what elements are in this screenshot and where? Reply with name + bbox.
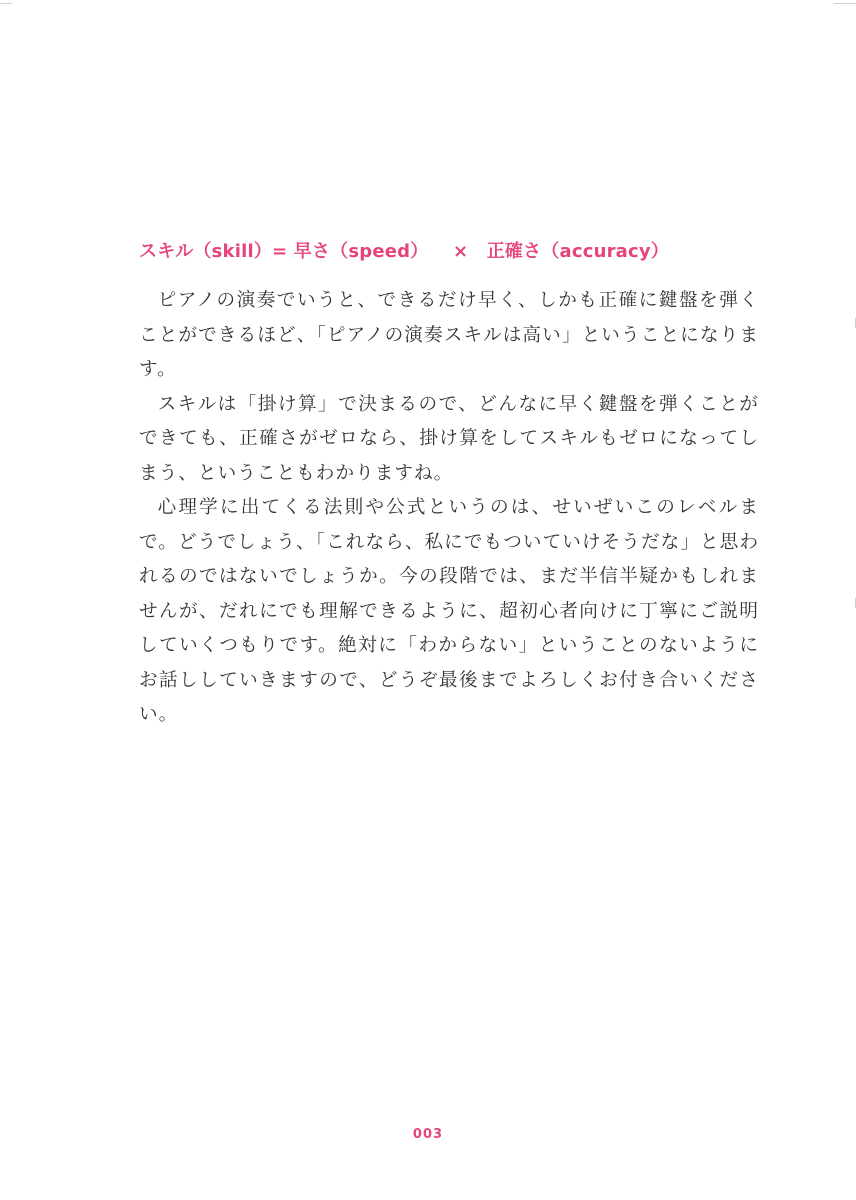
paragraph-psychology: 心理学に出てくる法則や公式というのは、せいぜいこのレベルまで。どうでしょう、「これなら、私にでもついていけそうだな」と思われるのではないでしょうか。今の段階では、まだ半信半疑かもしれませんが、だれにでも理解できるように、超初心者向けに丁寧にご説明していくつもりです。絶対に「わからない」ということのないようにお話ししていきますので、どうぞ最後までよろしくお付き合いください。: [139, 497, 759, 725]
formula-lhs: スキル（skill）=: [139, 241, 288, 262]
body-text: [139, 284, 759, 733]
skill-formula-heading: [139, 238, 669, 266]
page-number: 003: [412, 1127, 444, 1142]
crop-mark-top-left: [0, 3, 12, 4]
paragraph-multiplication: スキルは「掛け算」で決まるので、どんなに早く鍵盤を弾くことができても、正確さがゼロなら、掛け算をしてスキルもゼロになってしまう、ということもわかりますね。: [139, 393, 759, 484]
formula-operator: ×: [452, 241, 469, 262]
crop-mark-top-right: [834, 3, 856, 4]
paragraph-piano: ピアノの演奏でいうと、できるだけ早く、しかも正確に鍵盤を弾くことができるほど、「ピアノの演奏スキルは高い」ということになります。: [139, 290, 759, 380]
formula-term-speed: 早さ（speed）: [293, 241, 429, 262]
formula-term-accuracy: 正確さ（accuracy）: [486, 241, 670, 262]
